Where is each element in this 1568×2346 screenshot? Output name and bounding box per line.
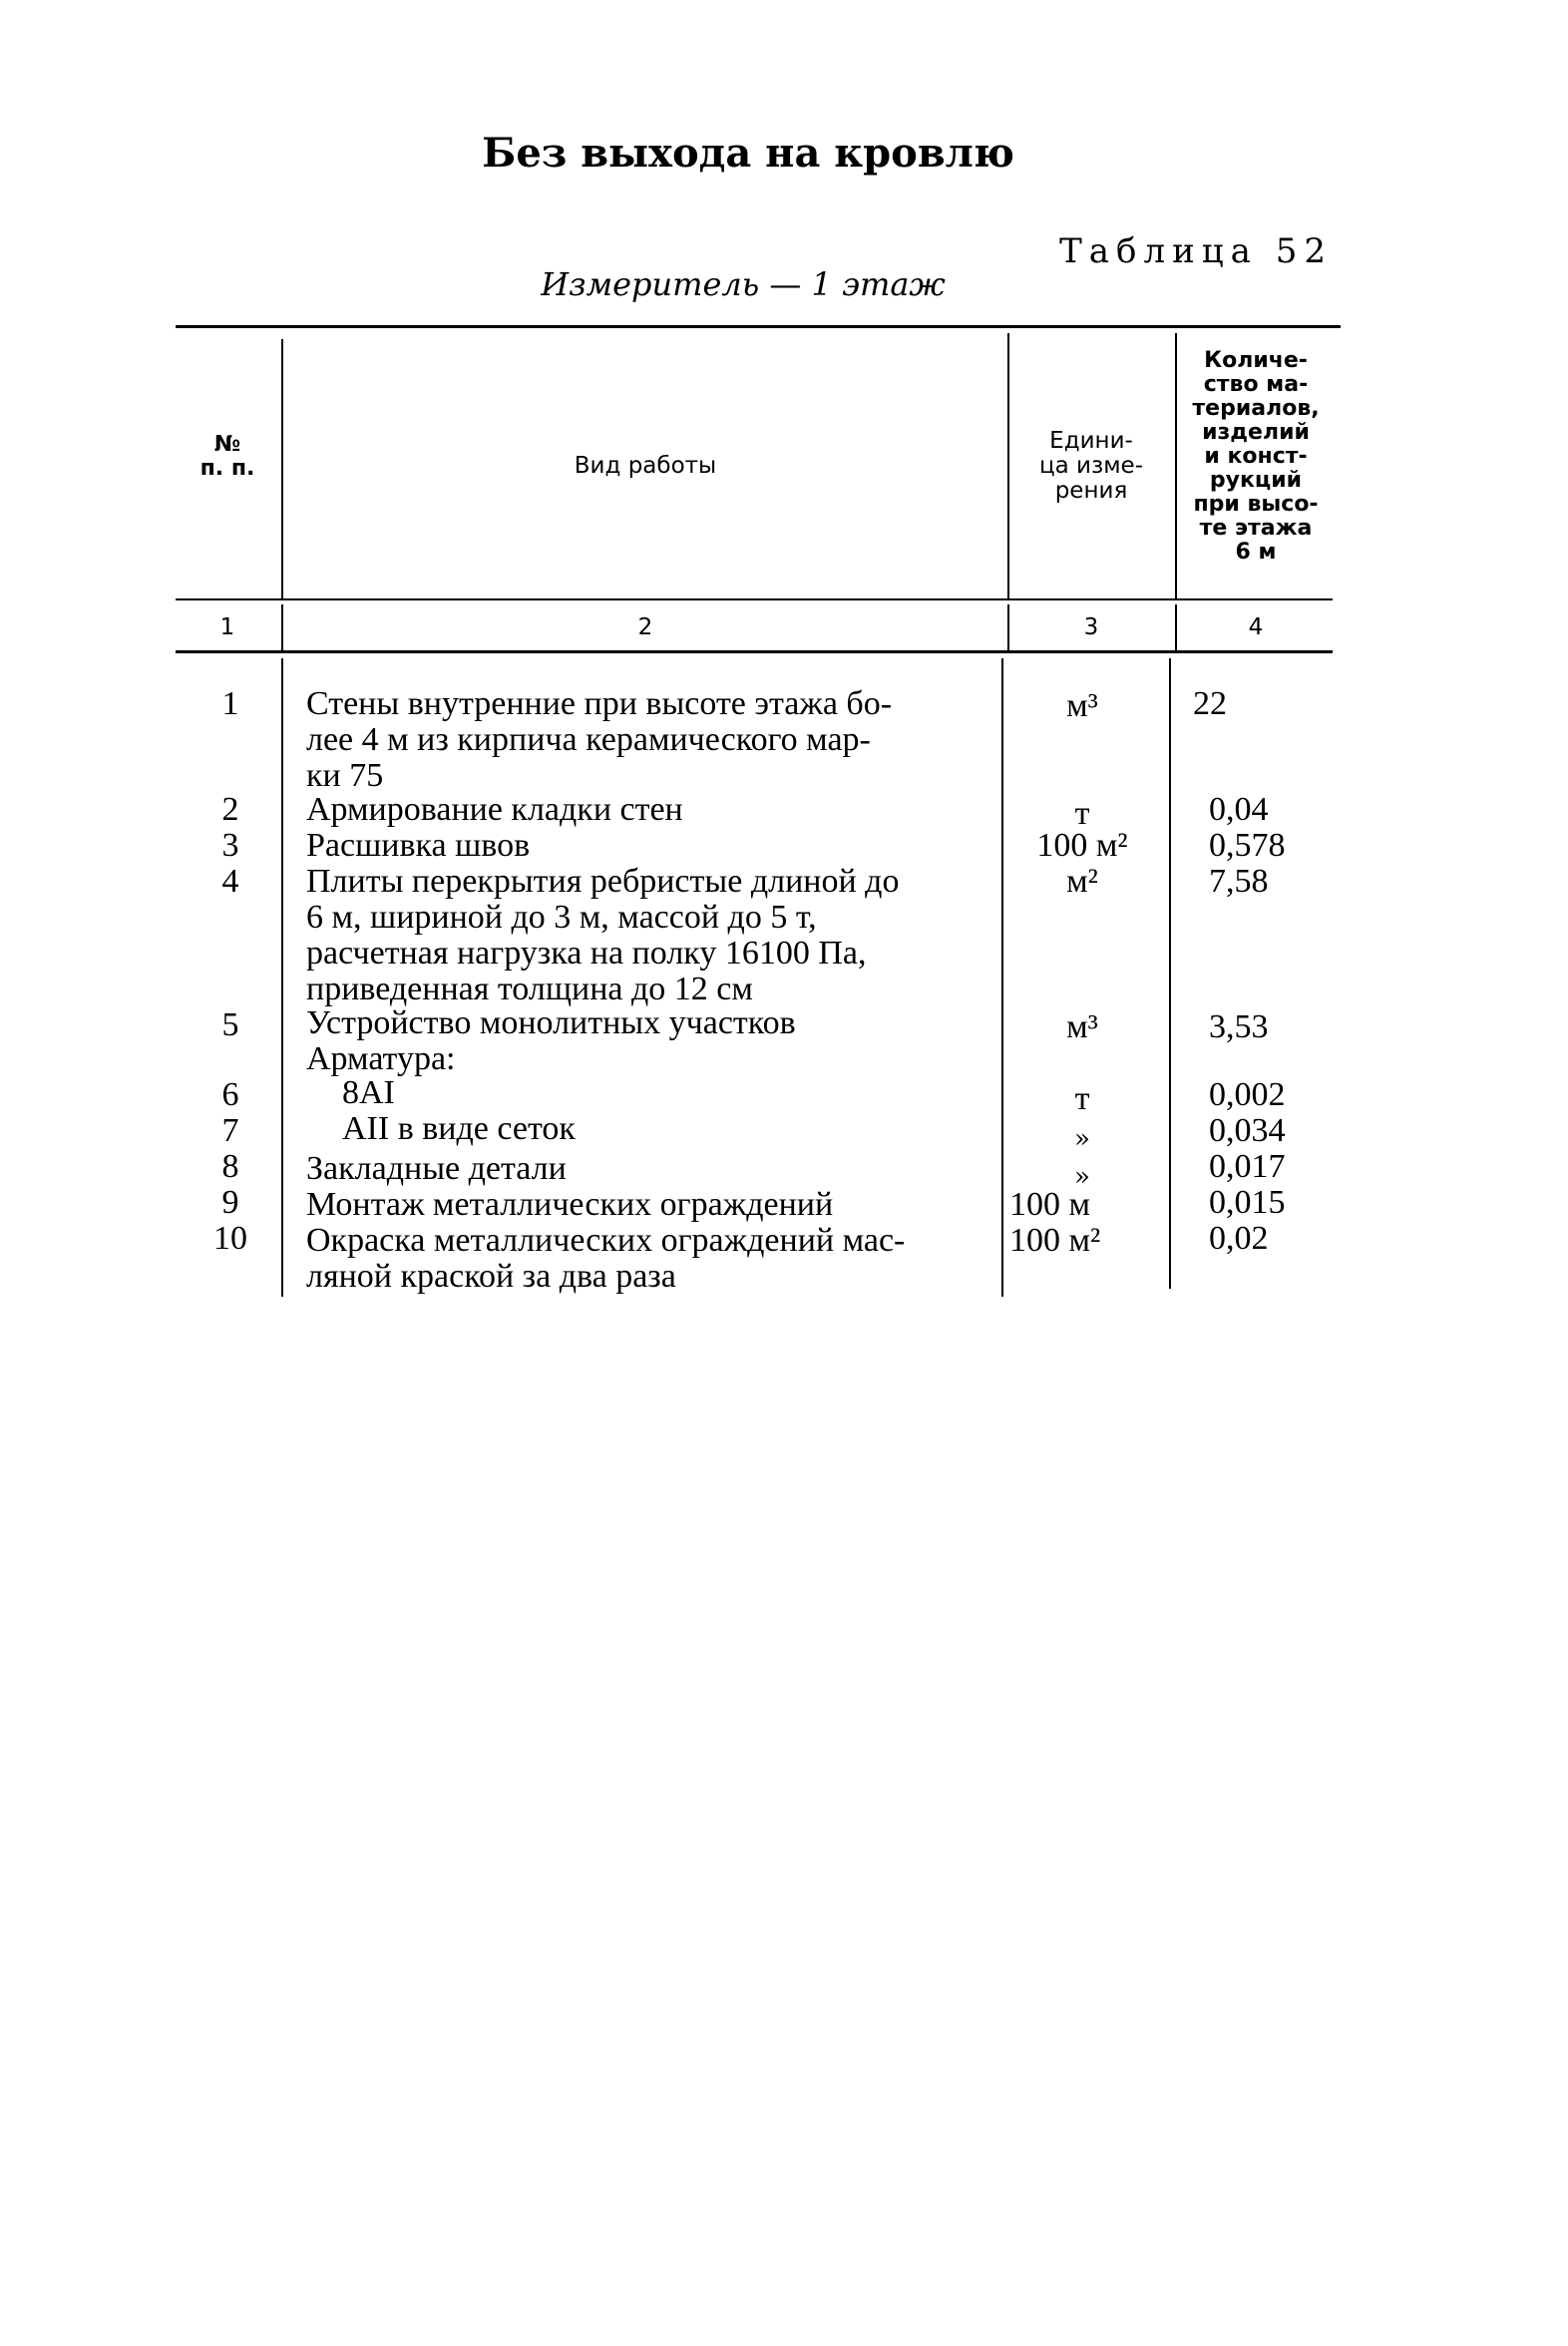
row-work-line: расчетная нагрузка на полку 16100 Па, bbox=[306, 935, 867, 972]
row-quantity: 22 bbox=[1193, 685, 1227, 722]
row-quantity: 0,002 bbox=[1209, 1076, 1286, 1113]
header-col-quantity-line: териалов, bbox=[1192, 396, 1320, 421]
header-bottom-rule bbox=[176, 598, 1333, 600]
row-quantity: 0,578 bbox=[1209, 827, 1286, 864]
row-unit: м³ bbox=[1066, 687, 1098, 724]
table-label: Таблица 52 bbox=[1059, 231, 1333, 271]
row-work-line: ляной краской за два раза bbox=[306, 1258, 676, 1295]
colnum-4: 4 bbox=[1248, 614, 1264, 640]
row-number: 7 bbox=[221, 1112, 239, 1149]
row-work bbox=[306, 686, 994, 794]
row-unit: 100 м² bbox=[1036, 827, 1128, 864]
colnum-1: 1 bbox=[219, 614, 235, 640]
row-work-line: 8AI bbox=[342, 1074, 395, 1111]
header-col-quantity-line: Количе- bbox=[1204, 348, 1308, 373]
row-work bbox=[306, 1223, 994, 1295]
header-col-work: Вид работы bbox=[574, 453, 717, 479]
row-work bbox=[306, 864, 994, 1007]
row-work-line: Стены внутренние при высоте этажа бо- bbox=[306, 685, 893, 722]
row-number: 8 bbox=[221, 1148, 239, 1185]
row-quantity: 7,58 bbox=[1209, 863, 1269, 900]
row-unit: 100 м bbox=[1009, 1186, 1091, 1223]
row-quantity: 0,017 bbox=[1209, 1148, 1286, 1185]
row-work bbox=[306, 1187, 994, 1223]
row-work-line: Монтаж металлических ограждений bbox=[306, 1186, 834, 1223]
header-col-unit-line: ца изме- bbox=[1038, 453, 1144, 479]
body-divider-2 bbox=[1001, 658, 1003, 1297]
header-col-quantity-line: изделий bbox=[1202, 420, 1310, 445]
row-quantity: 0,04 bbox=[1209, 791, 1269, 828]
row-number: 5 bbox=[221, 1006, 239, 1043]
row-work bbox=[306, 1111, 994, 1147]
row-number: 9 bbox=[221, 1184, 239, 1221]
header-divider-1 bbox=[281, 339, 283, 600]
page-title: Без выхода на кровлю bbox=[482, 130, 1014, 177]
row-number: 2 bbox=[221, 791, 239, 828]
measure-label: Измеритель — 1 этаж bbox=[541, 265, 946, 303]
row-unit: т bbox=[1074, 795, 1090, 832]
header-col-unit-line: Едини- bbox=[1049, 428, 1133, 454]
row-work-line: Арматура: bbox=[306, 1040, 456, 1077]
row-unit: » bbox=[1074, 1162, 1090, 1192]
header-col-quantity-line: те этажа bbox=[1199, 516, 1313, 541]
row-work-line: Расшивка швов bbox=[306, 827, 531, 864]
header-col-number-line: № bbox=[213, 432, 241, 457]
row-number: 10 bbox=[213, 1220, 247, 1257]
colnum-divider-1 bbox=[281, 604, 283, 650]
header-col-quantity-line: при высо- bbox=[1193, 492, 1319, 517]
header-col-quantity-line: 6 м bbox=[1235, 540, 1277, 565]
row-work-line: 6 м, шириной до 3 м, массой до 5 т, bbox=[306, 899, 817, 936]
row-work-line: Закладные детали bbox=[306, 1150, 567, 1187]
table-top-rule bbox=[176, 325, 1341, 328]
row-work bbox=[306, 1151, 994, 1187]
row-work-line: Устройство монолитных участков bbox=[306, 1004, 796, 1041]
row-work-line: Армирование кладки стен bbox=[306, 791, 683, 828]
row-work bbox=[306, 1075, 994, 1111]
row-work bbox=[306, 1005, 994, 1041]
row-work-line: лее 4 м из кирпича керамического мар- bbox=[306, 721, 871, 758]
row-number: 4 bbox=[221, 863, 239, 900]
row-number: 1 bbox=[221, 685, 239, 722]
row-work-line: ки 75 bbox=[306, 757, 384, 794]
row-work bbox=[306, 828, 994, 864]
row-unit: т bbox=[1074, 1080, 1090, 1117]
header-col-number bbox=[180, 433, 275, 481]
row-unit: м² bbox=[1066, 863, 1098, 900]
row-work-line: Окраска металлических ограждений мас- bbox=[306, 1222, 906, 1259]
row-work-line: AII в виде сеток bbox=[342, 1110, 576, 1147]
header-col-quantity-line: ство ма- bbox=[1203, 372, 1309, 397]
body-divider-1 bbox=[281, 658, 283, 1297]
header-col-number-line: п. п. bbox=[199, 456, 255, 481]
row-unit: 100 м² bbox=[1009, 1222, 1101, 1259]
row-number: 3 bbox=[221, 827, 239, 864]
row-quantity: 0,034 bbox=[1209, 1112, 1286, 1149]
header-col-quantity bbox=[1177, 349, 1335, 565]
row-quantity: 0,02 bbox=[1209, 1220, 1269, 1257]
row-number: 6 bbox=[221, 1076, 239, 1113]
header-col-unit-line: рения bbox=[1054, 478, 1128, 504]
row-work bbox=[306, 792, 994, 828]
colnum-3: 3 bbox=[1083, 614, 1099, 640]
row-unit: » bbox=[1074, 1124, 1090, 1154]
row-unit: м³ bbox=[1066, 1008, 1098, 1045]
row-quantity: 0,015 bbox=[1209, 1184, 1286, 1221]
header-col-quantity-line: и конст- bbox=[1204, 444, 1308, 469]
row-work-line: приведенная толщина до 12 см bbox=[306, 971, 753, 1007]
row-quantity: 3,53 bbox=[1209, 1008, 1269, 1045]
row-work-line: Плиты перекрытия ребристые длиной до bbox=[306, 863, 900, 900]
header-col-quantity-line: рукций bbox=[1209, 468, 1303, 493]
row-work bbox=[306, 1041, 994, 1077]
colnum-2: 2 bbox=[637, 614, 653, 640]
header-col-unit bbox=[1009, 429, 1173, 504]
colnum-bottom-rule bbox=[176, 650, 1333, 653]
